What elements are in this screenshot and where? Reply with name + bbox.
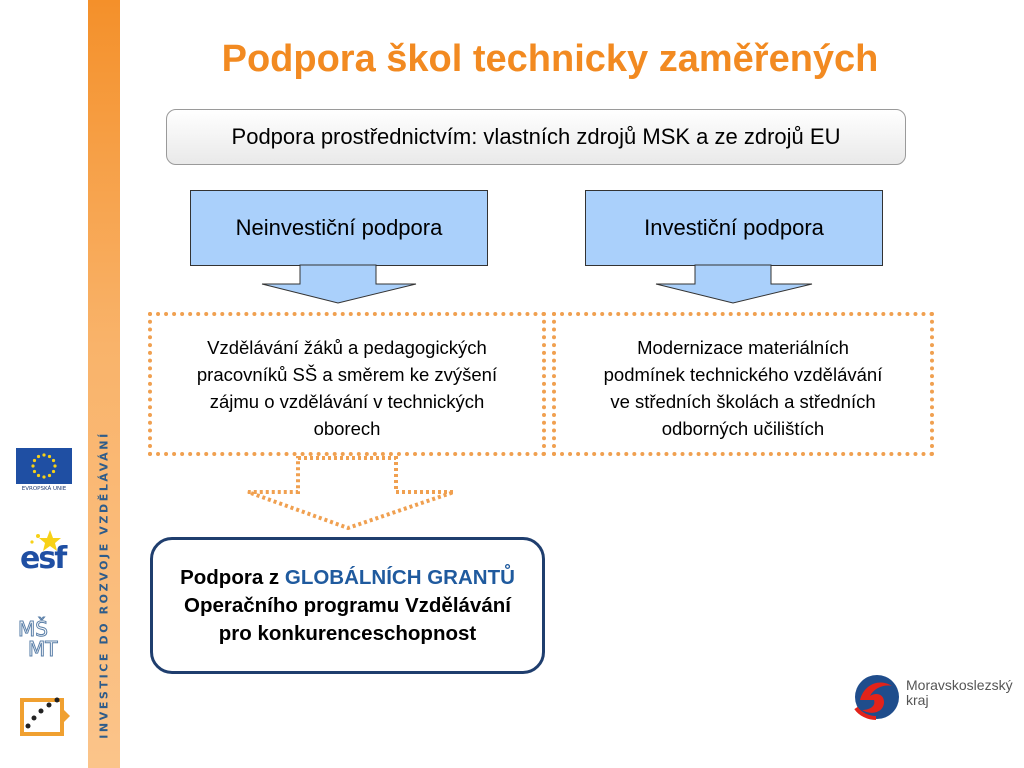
region-logo-line1: Moravskoslezský (906, 677, 1013, 693)
grants-suffix: Operačního programu Vzdělávání pro konkurenceschopnost (184, 593, 511, 645)
non-investment-support-box: Neinvestiční podpora (190, 190, 488, 266)
support-sources-box: Podpora prostřednictvím: vlastních zdrojů MSK a ze zdrojů EU (166, 109, 906, 165)
vertical-slogan-text: INVESTICE DO ROZVOJE VZDĚLÁVÁNÍ (97, 431, 111, 739)
page-title: Podpora škol technicky zaměřených (221, 38, 879, 80)
region-logo-text (906, 678, 1013, 708)
description-line: Modernizace materiálních (637, 337, 849, 358)
non-investment-description (148, 312, 546, 456)
description-line: pracovníků SŠ a směrem ke zvýšení (196, 364, 498, 385)
grants-highlight-2: GRANTŮ (427, 565, 515, 589)
arrow-down-left (262, 265, 416, 303)
investment-support-box: Investiční podpora (585, 190, 883, 266)
description-line: oborech (313, 418, 381, 439)
description-line: ve středních školách a středních (610, 391, 876, 412)
svg-text:MŠ: MŠ (18, 617, 48, 641)
description-line: podmínek technického vzdělávání (603, 364, 883, 385)
global-grants-box (150, 537, 545, 674)
region-logo-line2: kraj (906, 692, 929, 708)
investment-description (552, 312, 934, 456)
description-line: Vzdělávání žáků a pedagogických (207, 337, 487, 358)
svg-text:MT: MT (28, 637, 58, 660)
moravskoslezsky-kraj-logo-icon (850, 668, 1020, 728)
description-line: odborných učilištích (661, 418, 825, 439)
arrow-down-right (656, 265, 812, 303)
grants-prefix: Podpora z (180, 565, 285, 589)
description-line: zájmu o vzdělávání v technických (209, 391, 485, 412)
esf-logo-text: esf (20, 541, 66, 576)
arrow-down-grants (248, 458, 454, 528)
grants-highlight-1: GLOBÁLNÍCH (284, 565, 422, 589)
eu-logo-text: EVROPSKÁ UNIE (21, 486, 67, 492)
